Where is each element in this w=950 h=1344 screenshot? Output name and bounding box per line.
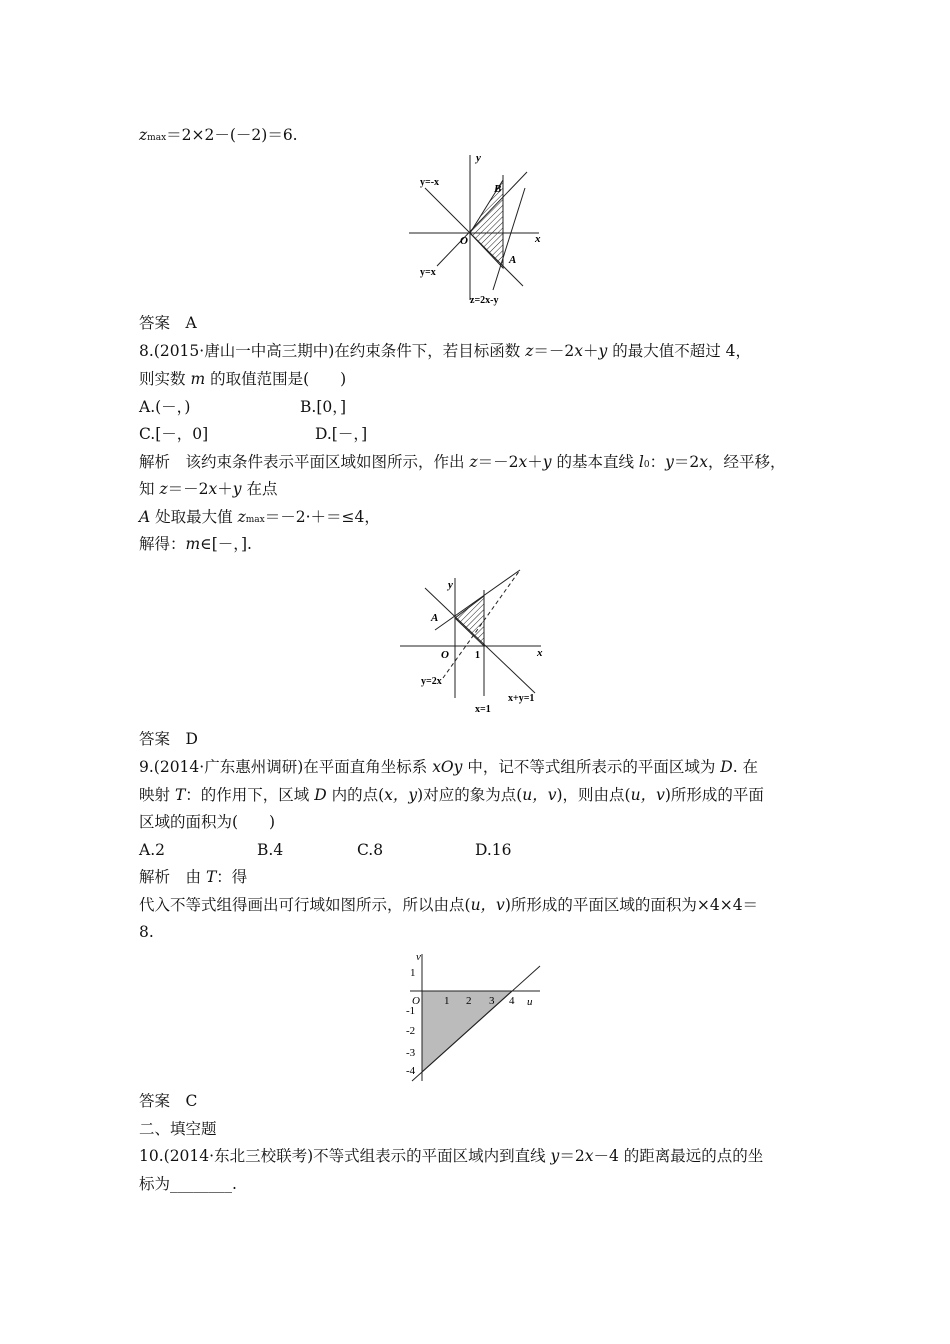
answer-7: 答案 A — [139, 314, 197, 332]
q8-stem-1: 8.(2015·唐山一中高三期中)在约束条件下，若目标函数 z＝－2x＋y 的最大值不超过 4， — [139, 342, 751, 360]
z-sub: max — [147, 133, 167, 143]
tick-1-label: 1 — [475, 650, 480, 661]
q8-solution-4: 解得：m∈[－，]. — [139, 535, 252, 553]
q10-stem-2: 标为________. — [139, 1175, 237, 1193]
v-tick-neg4: -4 — [406, 1065, 416, 1077]
q9-option-b: B.4 — [257, 841, 284, 859]
q7-expr: ＝2×2－(－2)＝6. — [166, 126, 298, 144]
x-axis-label: x — [535, 233, 541, 245]
q9-option-a: A.2 — [139, 841, 165, 859]
q9-solution-3: 8. — [139, 923, 154, 941]
q9-option-c: C.8 — [357, 841, 384, 859]
label-z: z=2x-y — [470, 295, 499, 306]
label-y-2x: y=2x — [421, 676, 442, 687]
v-axis-label: v — [416, 951, 421, 963]
q9-stem-1: 9.(2014·广东惠州调研)在平面直角坐标系 xOy 中，记不等式组所表示的平面区域为 D. 在 — [139, 758, 759, 776]
figure-3 — [390, 946, 550, 1086]
point-b-label: B — [494, 183, 502, 195]
q8-solution-2: 知 z＝－2x＋y 在点 — [139, 480, 278, 498]
answer-8: 答案 D — [139, 730, 198, 748]
v-tick-1: 1 — [410, 967, 416, 979]
origin-label: O — [460, 235, 468, 247]
line-y-x — [437, 172, 527, 266]
q8-stem-2: 则实数 m 的取值范围是( ) — [139, 370, 347, 388]
q8-option-a: A.(－，) — [139, 398, 191, 416]
q8-option-b: B.[0，] — [300, 398, 347, 416]
point-a-label: A — [431, 612, 439, 624]
section-heading-fill-in: 二、填空题 — [139, 1120, 217, 1138]
q9-solution-1: 解析 由 T：得 — [139, 868, 248, 886]
q9-solution-2: 代入不等式组得画出可行域如图所示，所以由点(u，v)所形成的平面区域的面积为×4×4＝ — [139, 896, 759, 914]
origin-label: O — [412, 995, 420, 1007]
u-tick-1: 1 — [444, 995, 450, 1007]
v-tick-neg1: -1 — [406, 1005, 416, 1017]
label-y-neg-x: y=-x — [420, 177, 440, 188]
u-axis-label: u — [527, 996, 533, 1008]
u-tick-3: 3 — [489, 995, 495, 1007]
q8-solution-1: 解析 该约束条件表示平面区域如图所示，作出 z＝－2x＋y 的基本直线 l0：y＝2x，经平移， — [139, 453, 786, 471]
q9-stem-2: 映射 T：的作用下，区域 D 内的点(x，y)对应的象为点(u，v)，则由点(u，v)所形成的平面 — [139, 786, 764, 804]
q8-solution-3: A 处取最大值 zmax＝－2·＋＝≤4， — [139, 508, 380, 526]
v-tick-neg3: -3 — [406, 1047, 416, 1059]
u-tick-4: 4 — [509, 995, 515, 1007]
q8-option-c: C.[－，0] — [139, 425, 209, 443]
q10-stem-1: 10.(2014·东北三校联考)不等式组表示的平面区域内到直线 y＝2x－4 的距离最远的点的坐 — [139, 1147, 764, 1165]
x-axis-label: x — [537, 647, 543, 659]
y-axis-label: y — [476, 152, 481, 164]
label-x-1: x=1 — [475, 704, 491, 715]
origin-label: O — [441, 649, 449, 661]
figure-2 — [395, 568, 555, 716]
v-tick-neg2: -2 — [406, 1025, 416, 1037]
z-var: z — [139, 126, 148, 144]
point-a-label: A — [509, 254, 517, 266]
u-tick-2: 2 — [466, 995, 472, 1007]
q9-option-d: D.16 — [475, 841, 512, 859]
label-x-plus-y: x+y=1 — [508, 693, 535, 704]
q7-result — [139, 125, 298, 148]
q8-option-d: D.[－，] — [315, 425, 368, 443]
y-axis-label: y — [448, 579, 453, 591]
q9-stem-3: 区域的面积为( ) — [139, 813, 276, 831]
label-y-x: y=x — [420, 267, 436, 278]
figure-1 — [405, 150, 555, 308]
line-y-neg-x — [425, 188, 523, 286]
answer-9: 答案 C — [139, 1092, 198, 1110]
